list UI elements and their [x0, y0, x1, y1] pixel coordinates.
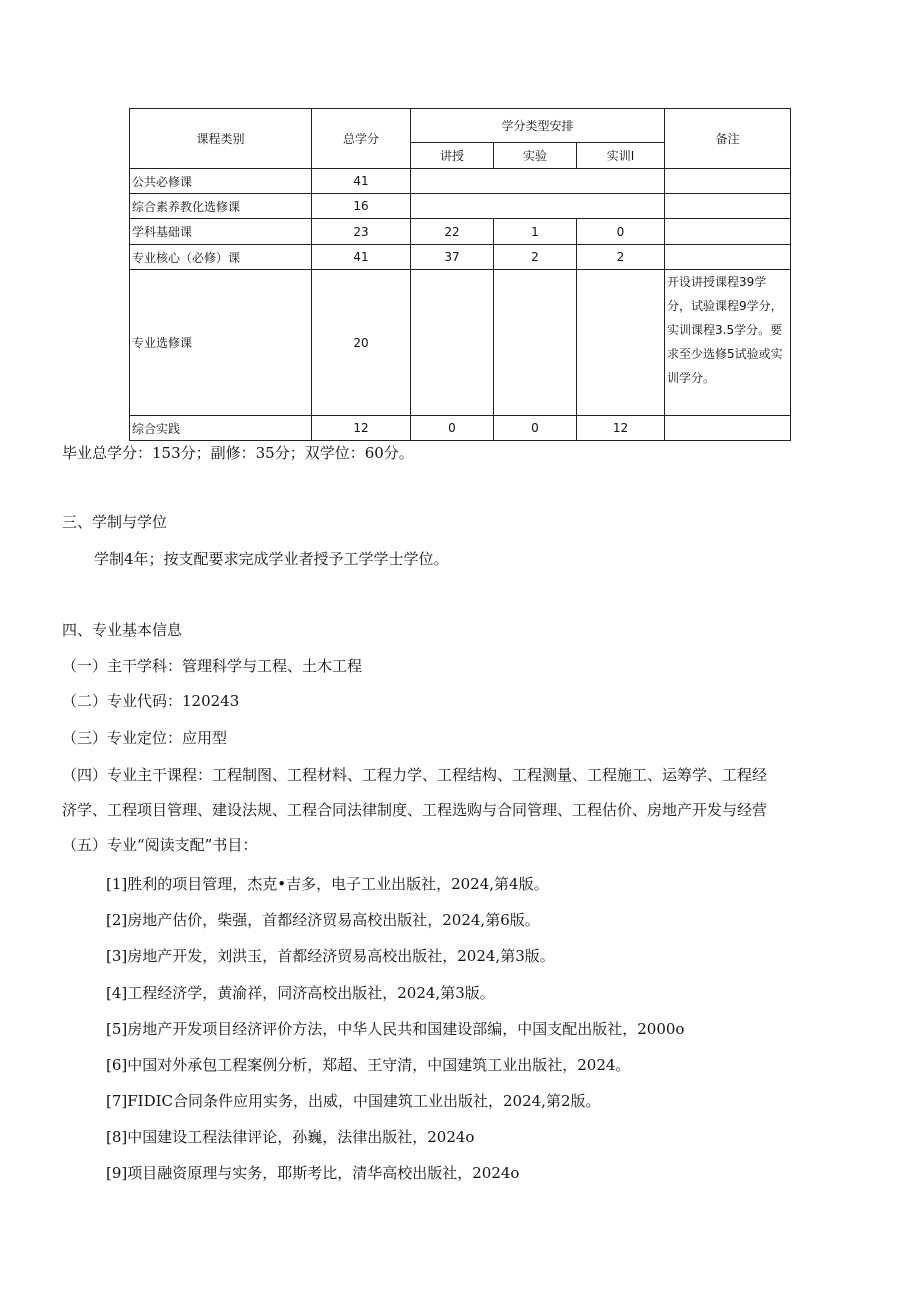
table-row: [130, 169, 791, 194]
row-experiment: [494, 270, 577, 416]
row-total: 20: [312, 270, 411, 416]
row-training: 0: [577, 219, 665, 245]
credit-table: [129, 108, 791, 441]
section4-title: 四、专业基本信息: [62, 621, 183, 639]
row-total: 16: [312, 194, 411, 219]
header-experiment: 实验: [494, 143, 577, 169]
book-item: [2]房地产估价，柴强，首都经济贸易高校出版社，2024,第6版。: [106, 911, 540, 929]
major-courses-line2: 济学、工程项目管理、建设法规、工程合同法律制度、工程选购与合同管理、工程估价、房地产开发与经营: [62, 801, 768, 819]
major-positioning: （三）专业定位：应用型: [62, 729, 228, 747]
row-total: 41: [312, 169, 411, 194]
row-category: 综合素养教化选修课: [130, 194, 312, 219]
book-item: [7]FIDIC合同条件应用实务，出威，中国建筑工业出版社，2024,第2版。: [106, 1092, 601, 1110]
row-total: 41: [312, 245, 411, 270]
table-row: [130, 270, 791, 416]
row-category: 公共必修课: [130, 169, 312, 194]
table-row: [130, 245, 791, 270]
row-lecture: 0: [411, 416, 494, 441]
row-training: [577, 270, 665, 416]
row-remarks: [665, 416, 791, 441]
header-category: 课程类别: [130, 109, 312, 169]
row-lecture: 22: [411, 219, 494, 245]
section3-text: 学制4年；按支配要求完成学业者授予工学学士学位。: [94, 550, 449, 568]
row-remarks: [665, 169, 791, 194]
row-lecture: [411, 270, 494, 416]
book-item: [1]胜利的项目管理，杰克•吉多，电子工业出版社，2024,第4版。: [106, 875, 549, 893]
row-total: 23: [312, 219, 411, 245]
row-experiment: 1: [494, 219, 577, 245]
header-arrangement: 学分类型安排: [411, 109, 665, 143]
row-remarks: [665, 245, 791, 270]
row-remarks: [665, 219, 791, 245]
row-experiment: 0: [494, 416, 577, 441]
row-category: 学科基础课: [130, 219, 312, 245]
row-category: 综合实践: [130, 416, 312, 441]
book-item: [3]房地产开发，刘洪玉，首都经济贸易高校出版社，2024,第3版。: [106, 947, 555, 965]
row-total: 12: [312, 416, 411, 441]
row-training: 2: [577, 245, 665, 270]
header-lecture: 讲授: [411, 143, 494, 169]
section3-title: 三、学制与学位: [62, 513, 168, 531]
table-row: [130, 194, 791, 219]
major-disciplines: （一）主干学科：管理科学与工程、土木工程: [62, 657, 363, 675]
row-remarks: [665, 194, 791, 219]
row-lecture: 37: [411, 245, 494, 270]
header-training: 实训I: [577, 143, 665, 169]
header-total: 总学分: [312, 109, 411, 169]
header-remarks: 备注: [665, 109, 791, 169]
book-item: [8]中国建设工程法律评论，孙巍，法律出版社，2024o: [106, 1128, 475, 1146]
credit-summary: 毕业总学分：153分；副修：35分；双学位：60分。: [62, 444, 414, 462]
book-item: [6]中国对外承包工程案例分析，郑超、王守清，中国建筑工业出版社，2024。: [106, 1056, 631, 1074]
table-row: [130, 219, 791, 245]
table-row: [130, 416, 791, 441]
major-code: （二）专业代码：120243: [62, 692, 240, 710]
major-courses-line1: （四）专业主干课程：工程制图、工程材料、工程力学、工程结构、工程测量、工程施工、运筹学、工程经: [62, 766, 768, 784]
row-experiment: 2: [494, 245, 577, 270]
row-training: 12: [577, 416, 665, 441]
row-remarks: 开设讲授课程39学分，试验课程9学分，实训课程3.5学分。要求至少选修5试验或实训学分。: [665, 270, 791, 416]
row-merged-empty: [411, 194, 665, 219]
book-item: [4]工程经济学，黄渝祥，同济高校出版社，2024,第3版。: [106, 984, 495, 1002]
row-category: 专业选修课: [130, 270, 312, 416]
row-category: 专业核心（必修）课: [130, 245, 312, 270]
row-merged-empty: [411, 169, 665, 194]
book-item: [9]项目融资原理与实务，耶斯考比，清华高校出版社，2024o: [106, 1164, 520, 1182]
book-item: [5]房地产开发项目经济评价方法，中华人民共和国建设部编，中国支配出版社，2000o: [106, 1020, 685, 1038]
reading-list-title: （五）专业“阅读支配”书目：: [62, 836, 258, 854]
